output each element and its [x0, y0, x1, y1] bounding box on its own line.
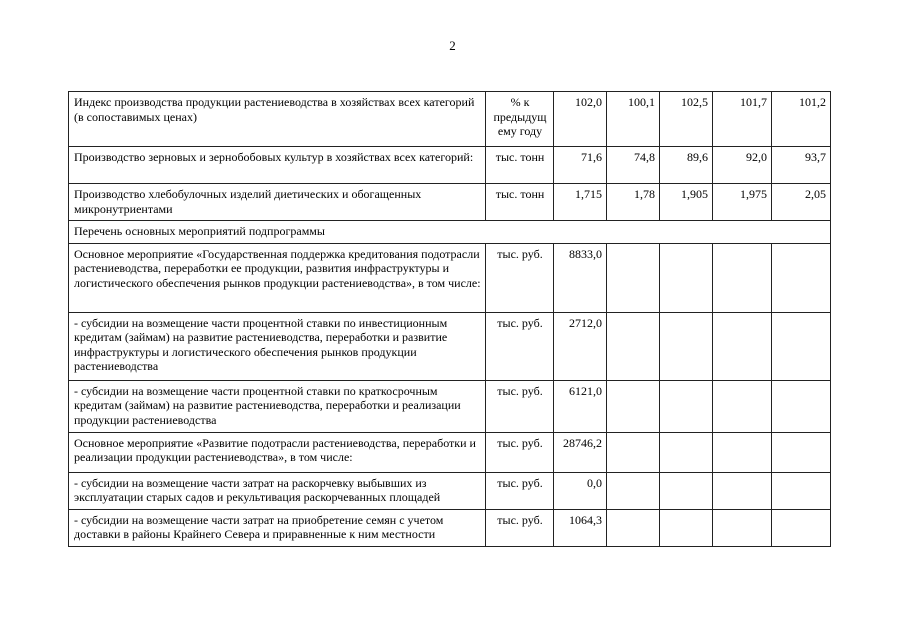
unit-cell: тыс. тонн — [486, 147, 554, 184]
table-row — [69, 472, 831, 509]
value-cell — [713, 243, 772, 312]
indicator-name: - субсидии на возмещение части затрат на раскорчевку выбывших из эксплуатации старых садов и рекультивация раскорчеванных площадей — [69, 472, 486, 509]
unit-cell: тыс. руб. — [486, 509, 554, 546]
value-cell: 1,975 — [713, 184, 772, 221]
section-row — [69, 221, 831, 244]
value-cell: 102,0 — [554, 92, 607, 147]
value-cell: 101,7 — [713, 92, 772, 147]
value-cell: 2712,0 — [554, 312, 607, 380]
value-cell — [772, 312, 831, 380]
page-number: 2 — [449, 38, 456, 53]
unit-cell: % к предыдущ ему году — [486, 92, 554, 147]
value-cell: 89,6 — [660, 147, 713, 184]
value-cell — [607, 312, 660, 380]
value-cell — [607, 243, 660, 312]
table-row — [69, 147, 831, 184]
indicator-name: Основное мероприятие «Государственная поддержка кредитования подотрасли растениеводства, переработки ее продукции, развития инфраструктуры и логистического обеспечения рынков продукции растениеводства», в том числе: — [69, 243, 486, 312]
unit-cell: тыс. руб. — [486, 380, 554, 432]
value-cell: 6121,0 — [554, 380, 607, 432]
table-row — [69, 243, 831, 312]
value-cell: 28746,2 — [554, 432, 607, 472]
value-cell — [607, 380, 660, 432]
value-cell — [772, 380, 831, 432]
table-row — [69, 380, 831, 432]
value-cell: 100,1 — [607, 92, 660, 147]
indicator-name: Основное мероприятие «Развитие подотрасли растениеводства, переработки и реализации продукции растениеводства», в том числе: — [69, 432, 486, 472]
value-cell — [713, 472, 772, 509]
value-cell: 93,7 — [772, 147, 831, 184]
value-cell — [713, 312, 772, 380]
indicator-name: - субсидии на возмещение части процентной ставки по краткосрочным кредитам (займам) на развитие растениеводства, переработки и реализации продукции растениеводства — [69, 380, 486, 432]
indicator-name: Индекс производства продукции растениеводства в хозяйствах всех категорий (в сопоставимых ценах) — [69, 92, 486, 147]
value-cell — [660, 243, 713, 312]
value-cell — [607, 432, 660, 472]
table-row — [69, 184, 831, 221]
unit-cell: тыс. руб. — [486, 472, 554, 509]
value-cell — [660, 472, 713, 509]
value-cell: 1064,3 — [554, 509, 607, 546]
value-cell — [713, 432, 772, 472]
value-cell — [660, 432, 713, 472]
value-cell: 1,715 — [554, 184, 607, 221]
value-cell — [713, 380, 772, 432]
value-cell — [660, 380, 713, 432]
indicator-name: Производство хлебобулочных изделий диетических и обогащенных микронутриентами — [69, 184, 486, 221]
indicators-table — [68, 91, 831, 547]
value-cell — [660, 312, 713, 380]
value-cell: 1,78 — [607, 184, 660, 221]
value-cell — [660, 509, 713, 546]
indicator-name: Производство зерновых и зернобобовых культур в хозяйствах всех категорий: — [69, 147, 486, 184]
table-row — [69, 312, 831, 380]
section-heading: Перечень основных мероприятий подпрограммы — [69, 221, 831, 244]
value-cell — [713, 509, 772, 546]
value-cell — [607, 472, 660, 509]
value-cell: 0,0 — [554, 472, 607, 509]
unit-cell: тыс. руб. — [486, 432, 554, 472]
value-cell: 71,6 — [554, 147, 607, 184]
value-cell: 102,5 — [660, 92, 713, 147]
value-cell — [772, 472, 831, 509]
unit-cell: тыс. руб. — [486, 243, 554, 312]
value-cell — [772, 243, 831, 312]
table-row — [69, 432, 831, 472]
unit-cell: тыс. тонн — [486, 184, 554, 221]
value-cell: 74,8 — [607, 147, 660, 184]
value-cell: 101,2 — [772, 92, 831, 147]
indicator-name: - субсидии на возмещение части процентной ставки по инвестиционным кредитам (займам) на развитие растениеводства, переработки и развитие инфраструктуры и логистического обеспечения рынков продукции растениеводства — [69, 312, 486, 380]
table-row — [69, 92, 831, 147]
value-cell: 1,905 — [660, 184, 713, 221]
indicator-name: - субсидии на возмещение части затрат на приобретение семян с учетом доставки в районы Крайнего Севера и приравненные к ним местности — [69, 509, 486, 546]
value-cell: 2,05 — [772, 184, 831, 221]
table-row — [69, 509, 831, 546]
value-cell — [772, 509, 831, 546]
unit-cell: тыс. руб. — [486, 312, 554, 380]
value-cell — [607, 509, 660, 546]
value-cell — [772, 432, 831, 472]
value-cell: 92,0 — [713, 147, 772, 184]
value-cell: 8833,0 — [554, 243, 607, 312]
